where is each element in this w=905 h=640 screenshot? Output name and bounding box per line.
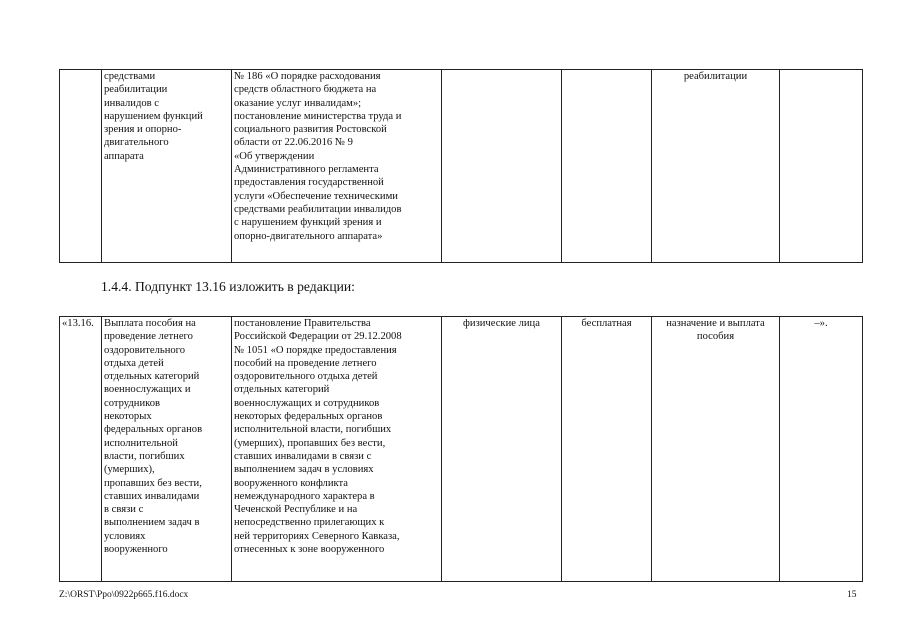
footer-page-number: 15 bbox=[847, 590, 857, 600]
table-bottom bbox=[59, 316, 863, 582]
cell-legal-basis: постановление Правительства Российской Федерации от 29.12.2008 № 1051 «О порядке предоставления пособий на проведение летнего оздоровительного отдыха детей отдельных категорий военнослужащих и сотрудников некоторых федеральных органов исполнительной власти, погибших (умерших), пропавших без вести, ставших инвалидами в связи с выполнением задач в условиях вооруженного конфликта немеждународного характера в Чеченской Республике и на непосредственно прилегающих к ней территориях Северного Кавказа, отнесенных к зоне вооруженного bbox=[232, 317, 442, 582]
table-row bbox=[60, 70, 863, 263]
section-heading: 1.4.4. Подпункт 13.16 изложить в редакции: bbox=[101, 279, 355, 294]
table-row bbox=[60, 317, 863, 582]
cell-payment: бесплатная bbox=[562, 317, 652, 582]
cell-payment bbox=[562, 70, 652, 263]
cell-result: назначение и выплата пособия bbox=[652, 317, 780, 582]
cell-note bbox=[780, 70, 863, 263]
cell-recipients bbox=[442, 70, 562, 263]
footer-file-path: Z:\ORST\Ppo\0922p665.f16.docx bbox=[59, 590, 189, 600]
cell-number: «13.16. bbox=[60, 317, 102, 582]
table-top bbox=[59, 69, 863, 263]
cell-recipients: физические лица bbox=[442, 317, 562, 582]
cell-service-name: Выплата пособия на проведение летнего оздоровительного отдыха детей отдельных категорий военнослужащих и сотрудников некоторых федеральных органов исполнительной власти, погибших (умерших), пропавших без вести, ставших инвалидами в связи с выполнением задач в условиях вооруженного bbox=[102, 317, 232, 582]
cell-number bbox=[60, 70, 102, 263]
cell-result: реабилитации bbox=[652, 70, 780, 263]
cell-note: –». bbox=[780, 317, 863, 582]
cell-service-name: средствами реабилитации инвалидов с нарушением функций зрения и опорно- двигательного аппарата bbox=[102, 70, 232, 263]
cell-legal-basis: № 186 «О порядке расходования средств областного бюджета на оказание услуг инвалидам»; постановление министерства труда и социального развития Ростовской области от 22.06.2016 № 9 «Об утверждении Административного регламента предоставления государственной услуги «Обеспечение техническими средствами реабилитации инвалидов с нарушением функций зрения и опорно-двигательного аппарата» bbox=[232, 70, 442, 263]
